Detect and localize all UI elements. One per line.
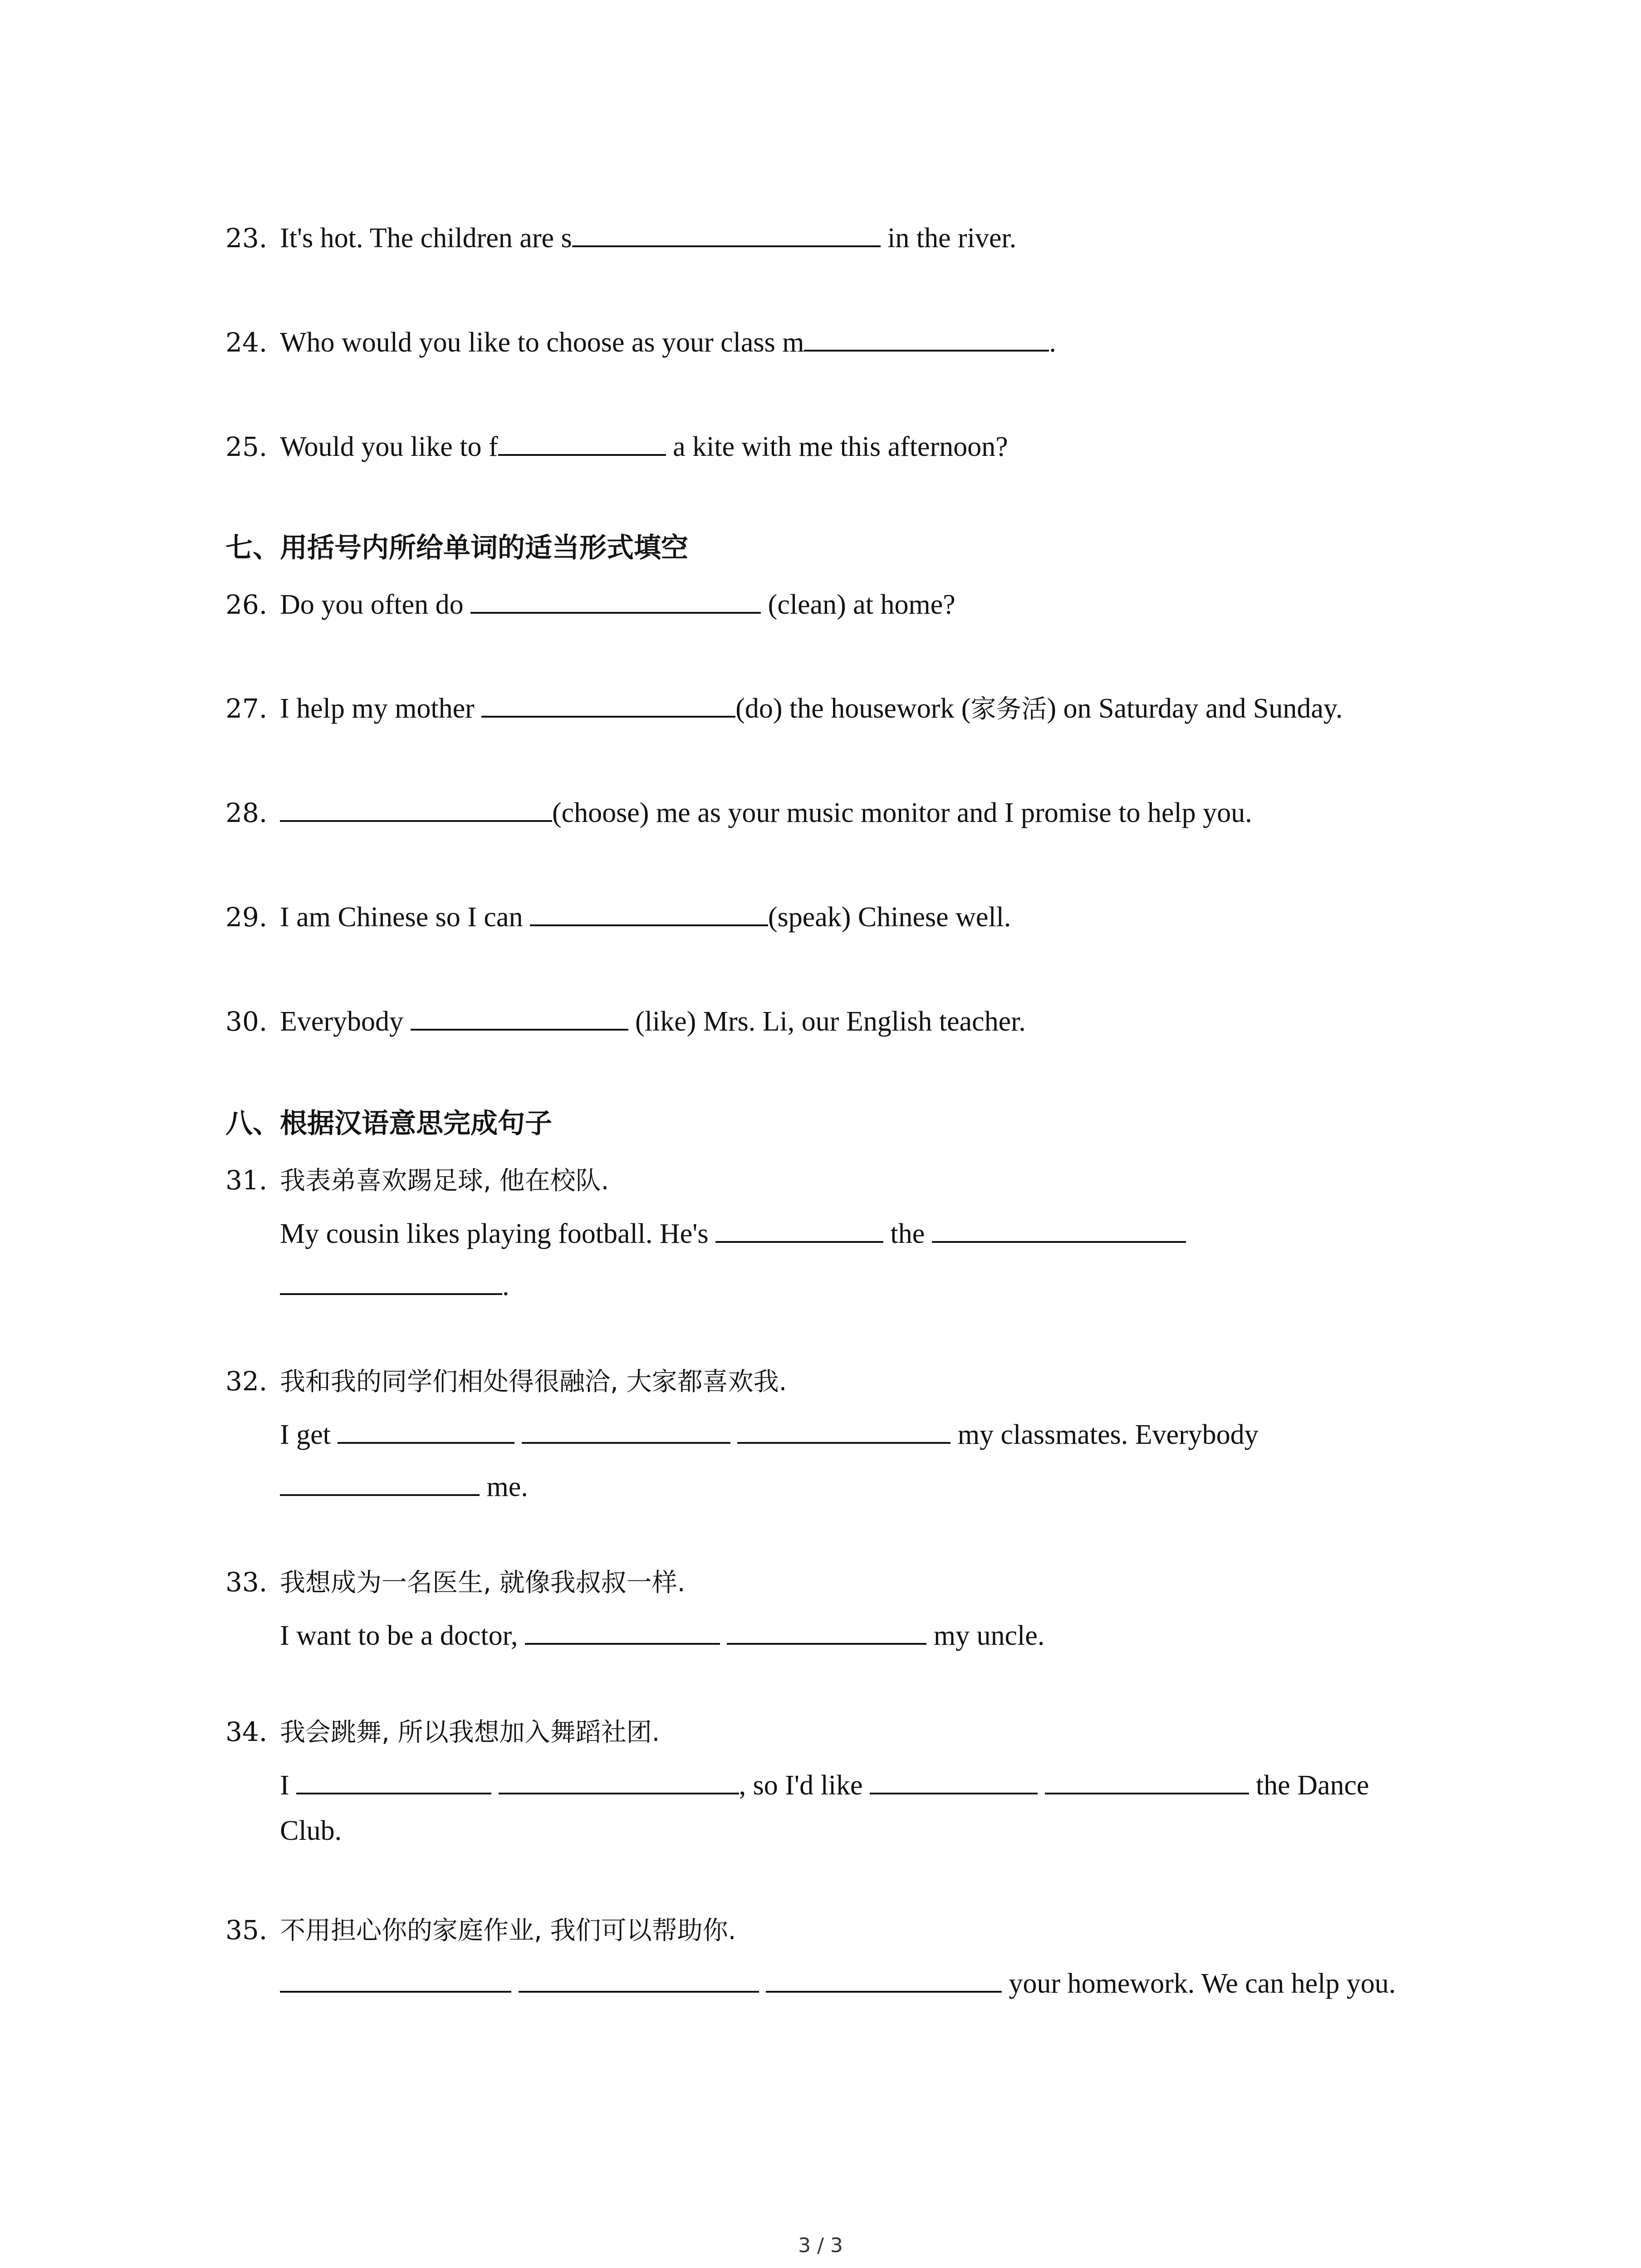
question-text: , so I'd like <box>739 1770 870 1801</box>
question-33-prompt <box>225 1564 685 1601</box>
section-7-title: 七、用括号内所给单词的适当形式填空 <box>225 532 688 564</box>
answer-blank[interactable] <box>715 1216 883 1243</box>
question-25 <box>225 429 1008 465</box>
answer-blank[interactable] <box>572 220 881 247</box>
question-text: It's hot. The children are s <box>280 223 572 254</box>
question-number: 32. <box>225 1366 268 1397</box>
question-text: . <box>502 1271 509 1301</box>
answer-blank[interactable] <box>499 1767 739 1794</box>
question-number: 28. <box>225 797 268 828</box>
answer-blank[interactable] <box>498 429 666 456</box>
question-text: the Dance <box>1249 1770 1369 1801</box>
question-text: I am Chinese so I can <box>280 902 530 933</box>
question-number: 24. <box>225 327 268 358</box>
answer-blank[interactable] <box>280 1965 511 1993</box>
question-31-line-1 <box>280 1216 1186 1252</box>
question-32-line-1 <box>280 1417 1259 1453</box>
answer-blank[interactable] <box>525 1618 720 1645</box>
question-text: the <box>883 1218 932 1249</box>
question-text: I get <box>280 1419 338 1450</box>
answer-blank[interactable] <box>481 690 735 718</box>
question-34-line-2 <box>280 1813 342 1849</box>
question-text: (speak) Chinese well. <box>768 902 1011 933</box>
question-28 <box>225 795 1252 831</box>
question-text: (like) Mrs. Li, our English teacher. <box>628 1006 1026 1037</box>
question-29 <box>225 899 1011 935</box>
answer-blank[interactable] <box>804 324 1049 352</box>
question-32-line-2 <box>280 1469 528 1505</box>
question-27 <box>225 690 1343 728</box>
question-text: My cousin likes playing football. He's <box>280 1218 716 1249</box>
answer-blank[interactable] <box>296 1767 491 1794</box>
question-text: (clean) at home? <box>761 589 955 620</box>
question-31-line-2 <box>280 1268 509 1304</box>
answer-blank[interactable] <box>280 795 552 822</box>
question-text: your homework. We can help you. <box>1002 1968 1396 1999</box>
answer-blank[interactable] <box>338 1417 514 1444</box>
answer-blank[interactable] <box>470 587 761 614</box>
chinese-prompt: 我想成为一名医生, 就像我叔叔一样. <box>280 1568 686 1598</box>
question-text: a kite with me this afternoon? <box>666 431 1008 462</box>
question-text: Everybody <box>280 1006 411 1037</box>
chinese-gloss: 家务活 <box>970 694 1047 724</box>
question-text: I want to be a doctor, <box>280 1620 525 1651</box>
question-23 <box>225 220 1016 256</box>
chinese-prompt: 不用担心你的家庭作业, 我们可以帮助你. <box>280 1916 736 1945</box>
question-number: 29. <box>225 902 268 933</box>
section-8-title: 八、根据汉语意思完成句子 <box>225 1108 552 1139</box>
question-text: I <box>280 1770 297 1801</box>
chinese-prompt: 我会跳舞, 所以我想加入舞蹈社团. <box>280 1718 660 1747</box>
question-text: (do) the housework ( <box>735 693 971 724</box>
question-35-line-1 <box>280 1965 1396 2002</box>
question-number: 34. <box>225 1716 268 1747</box>
question-text: ) on Saturday and Sunday. <box>1047 693 1343 724</box>
answer-blank[interactable] <box>522 1417 730 1444</box>
question-text: . <box>1049 327 1056 358</box>
question-34-line-1 <box>280 1767 1369 1804</box>
answer-blank[interactable] <box>870 1767 1038 1794</box>
answer-blank[interactable] <box>932 1216 1186 1243</box>
question-text: Who would you like to choose as your class m <box>280 327 804 358</box>
question-text: I help my mother <box>280 693 482 724</box>
question-30 <box>225 1003 1026 1040</box>
answer-blank[interactable] <box>411 1003 628 1031</box>
chinese-prompt: 我和我的同学们相处得很融洽, 大家都喜欢我. <box>280 1367 787 1397</box>
question-text: my classmates. Everybody <box>950 1419 1259 1450</box>
question-number: 26. <box>225 589 268 620</box>
question-32-prompt <box>225 1363 787 1400</box>
question-35-prompt <box>225 1912 736 1949</box>
question-text: in the river. <box>880 223 1017 254</box>
question-34-prompt <box>225 1714 660 1751</box>
question-text: Club. <box>280 1815 342 1846</box>
question-number: 31. <box>225 1165 268 1196</box>
question-24 <box>225 324 1056 361</box>
page-number: 3 / 3 <box>798 2234 843 2257</box>
question-text: my uncle. <box>926 1620 1045 1651</box>
question-26 <box>225 587 955 623</box>
answer-blank[interactable] <box>530 899 768 926</box>
answer-blank[interactable] <box>1045 1767 1249 1794</box>
answer-blank[interactable] <box>280 1469 480 1496</box>
answer-blank[interactable] <box>766 1965 1002 1993</box>
chinese-prompt: 我表弟喜欢踢足球, 他在校队. <box>280 1166 609 1196</box>
answer-blank[interactable] <box>280 1268 502 1295</box>
question-33-line-1 <box>280 1618 1044 1654</box>
question-number: 33. <box>225 1567 268 1598</box>
question-number: 25. <box>225 431 268 462</box>
answer-blank[interactable] <box>737 1417 950 1444</box>
question-text: me. <box>480 1471 528 1502</box>
answer-blank[interactable] <box>727 1618 926 1645</box>
answer-blank[interactable] <box>519 1965 759 1993</box>
question-number: 23. <box>225 223 268 254</box>
question-text: Do you often do <box>280 589 471 620</box>
question-number: 27. <box>225 693 268 724</box>
question-text: (choose) me as your music monitor and I promise to help you. <box>552 797 1252 828</box>
question-number: 35. <box>225 1915 268 1945</box>
question-31-prompt <box>225 1162 609 1199</box>
question-number: 30. <box>225 1006 268 1037</box>
question-text: Would you like to f <box>280 431 498 462</box>
